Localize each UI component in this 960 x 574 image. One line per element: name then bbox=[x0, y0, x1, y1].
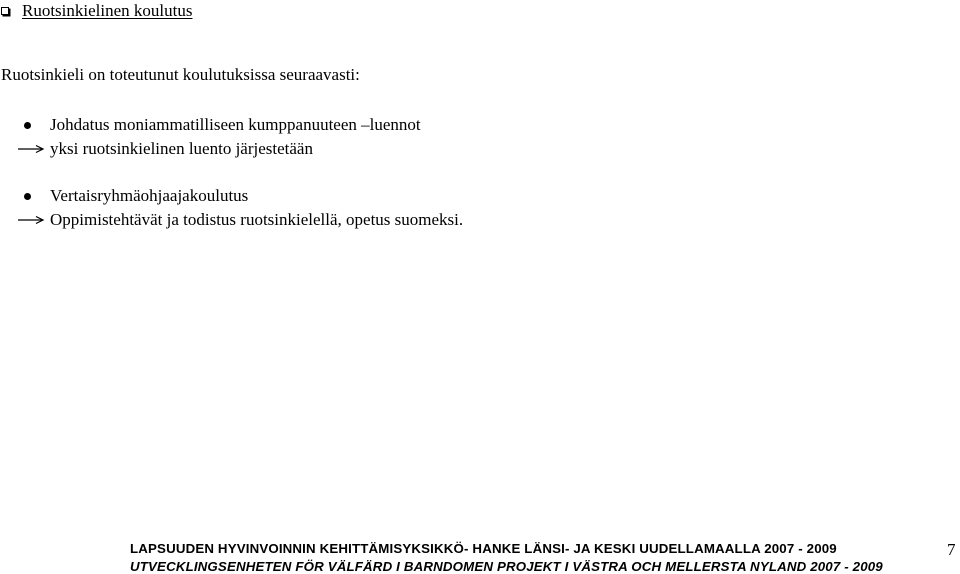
page-number: 7 bbox=[947, 540, 956, 559]
bullet-item-1-text: Johdatus moniammatilliseen kumppanuuteen –luennot bbox=[50, 115, 421, 134]
footer-line-swedish: UTVECKLINGSENHETEN FÖR VÄLFÄRD I BARNDOMEN PROJEKT I VÄSTRA OCH MELLERSTA NYLAND 2007 - 2009 bbox=[130, 559, 883, 574]
section-heading bbox=[0, 0, 192, 22]
intro-text: Ruotsinkieli on toteutunut koulutuksissa seuraavasti: bbox=[1, 65, 360, 84]
result-item-1 bbox=[0, 138, 313, 160]
bullet-item-1 bbox=[0, 114, 421, 136]
bullet-item-2 bbox=[0, 185, 248, 207]
heading-title: Ruotsinkielinen koulutus bbox=[22, 1, 193, 20]
result-item-2 bbox=[0, 209, 463, 231]
bullet-item-2-text: Vertaisryhmäohjaajakoulutus bbox=[50, 186, 249, 205]
checkbox-square-icon bbox=[1, 7, 9, 15]
right-arrow-icon bbox=[18, 138, 45, 160]
bullet-dot-icon bbox=[24, 193, 31, 200]
result-item-1-text: yksi ruotsinkielinen luento järjestetään bbox=[50, 139, 313, 158]
right-arrow-icon bbox=[18, 209, 45, 231]
bullet-dot-icon bbox=[24, 122, 31, 129]
result-item-2-text: Oppimistehtävät ja todistus ruotsinkielellä, opetus suomeksi. bbox=[50, 210, 464, 229]
footer-line-finnish: LAPSUUDEN HYVINVOINNIN KEHITTÄMISYKSIKKÖ- HANKE LÄNSI- JA KESKI UUDELLAMAALLA 2007 - 2009 bbox=[130, 541, 837, 556]
